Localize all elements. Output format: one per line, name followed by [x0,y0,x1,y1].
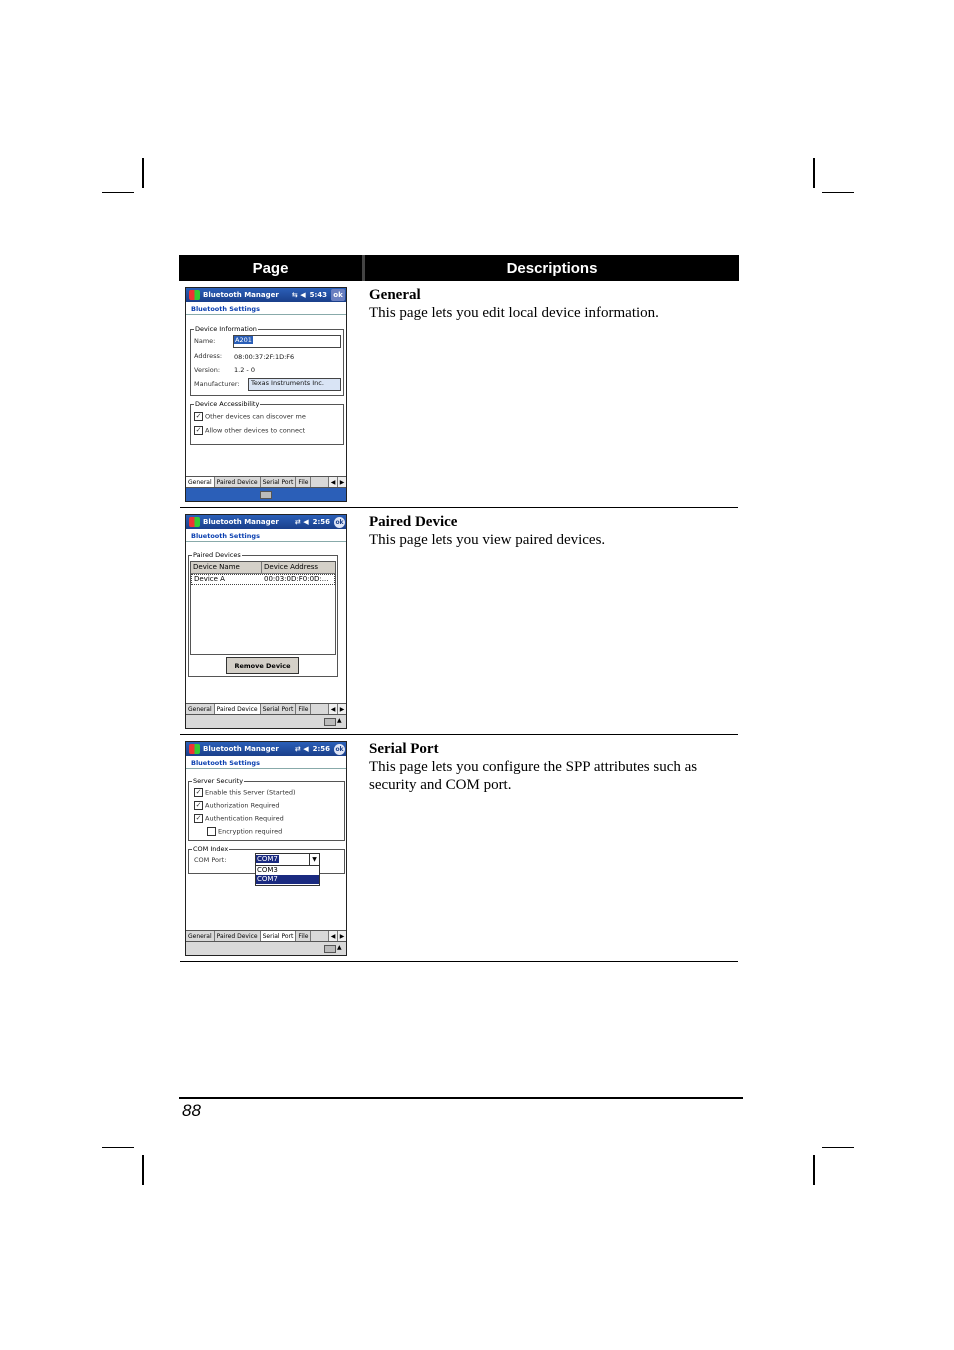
crop-mark [142,158,144,188]
device-address: 00:03:0D:F0:0D:... [264,575,329,583]
tab-file[interactable]: File [296,931,311,942]
authorization-checkbox[interactable] [194,801,280,810]
column-device-name[interactable]: Device Name [191,562,262,573]
screenshot-general [185,287,347,502]
tab-general[interactable]: General [186,931,215,942]
tab-left-arrow-icon[interactable]: ◀ [328,477,337,488]
manufacturer-label: Manufacturer: [194,380,240,388]
tab-left-arrow-icon[interactable]: ◀ [328,704,337,715]
input-panel-bar [186,941,346,955]
title-bar [186,515,346,529]
discover-checkbox[interactable] [194,412,306,421]
list-item[interactable] [191,574,335,585]
title-bar [186,288,346,302]
checkbox-icon: ✓ [195,426,202,434]
group-label: Device Information [195,325,257,333]
checkbox-icon: ✓ [195,814,202,822]
name-value: A201 [235,336,252,344]
checkbox-icon: ✓ [195,788,202,796]
name-label: Name: [194,337,216,345]
settings-title: Bluetooth Settings [186,756,346,769]
device-accessibility-group [190,400,344,445]
tab-serial-port[interactable]: Serial Port [261,931,297,942]
screenshot-paired-device [185,514,347,729]
tab-file[interactable]: File [296,477,311,488]
checkbox-icon: ✓ [195,412,202,420]
checkbox-label: Enable this Server (Started) [205,788,296,797]
crop-mark [822,1147,854,1148]
device-name: Device A [194,575,225,583]
checkbox-label: Encryption required [218,827,283,836]
row-description: This page lets you view paired devices. [369,532,606,548]
keyboard-icon[interactable] [324,718,336,726]
tab-file[interactable]: File [296,704,311,715]
tab-serial-port[interactable]: Serial Port [261,704,297,715]
manufacturer-value: Texas Instruments Inc. [251,379,324,387]
status-icons: ⇄ ◀ [294,518,309,526]
crop-mark [813,1155,815,1185]
screenshot-serial-port [185,741,347,956]
group-label: COM Index [193,845,229,853]
row-description: This page lets you configure the SPP attributes such as security and COM port. [369,759,698,793]
windows-start-icon [189,744,200,754]
group-label: Paired Devices [193,551,241,559]
sip-arrow-icon[interactable]: ▲ [337,944,342,951]
tab-left-arrow-icon[interactable]: ◀ [328,931,337,942]
row-divider [180,507,738,508]
address-value: 08:00:37:2F:1D:F6 [234,353,295,361]
app-title: Bluetooth Manager [203,518,279,526]
clock: 2:56 [312,745,330,753]
authentication-checkbox[interactable] [194,814,284,823]
ok-button[interactable]: ok [331,289,345,301]
status-icons: ⇄ ◀ [294,745,309,753]
list-header [191,562,335,574]
remove-device-button[interactable]: Remove Device [226,657,299,674]
com-selected-value: COM7 [257,855,278,863]
row-divider [180,734,738,735]
input-panel-bar [186,487,346,501]
ok-button[interactable]: ok [335,518,344,526]
row-title: Paired Device [369,514,458,530]
crop-mark [813,158,815,188]
crop-mark [102,1147,134,1148]
windows-start-icon [189,517,200,527]
tab-paired-device[interactable]: Paired Device [215,477,261,488]
row-title: Serial Port [369,741,439,757]
device-list[interactable] [190,561,336,655]
dropdown-arrow-icon[interactable]: ▼ [309,854,319,865]
table-header [179,255,739,281]
tab-right-arrow-icon[interactable]: ▶ [337,704,346,715]
tab-paired-device[interactable]: Paired Device [215,931,261,942]
dropdown-option[interactable]: COM7 [256,875,319,884]
app-title: Bluetooth Manager [203,291,279,299]
crop-mark [102,192,134,193]
manufacturer-field [248,378,341,391]
encryption-checkbox[interactable] [207,827,282,836]
clock: 5:43 [309,291,327,299]
row-description: This page lets you edit local device information. [369,305,659,321]
connect-checkbox[interactable] [194,426,305,435]
title-bar [186,742,346,756]
checkbox-icon: ✓ [195,801,202,809]
header-descriptions: Descriptions [362,255,739,281]
com-port-label: COM Port: [194,856,227,864]
com-port-dropdown [255,865,320,886]
row-title: General [369,287,421,303]
ok-button[interactable]: ok [335,745,344,753]
group-label: Server Security [193,777,244,785]
page-number: 88 [182,1101,201,1120]
settings-title: Bluetooth Settings [186,529,346,542]
tab-serial-port[interactable]: Serial Port [261,477,297,488]
group-label: Device Accessibility [195,400,260,408]
clock: 2:56 [312,518,330,526]
header-page: Page [252,259,289,277]
address-label: Address: [194,352,223,360]
settings-title: Bluetooth Settings [186,302,346,315]
keyboard-icon[interactable] [260,491,272,499]
windows-start-icon [189,290,200,300]
column-device-address[interactable]: Device Address [264,563,319,571]
version-label: Version: [194,366,221,374]
sip-arrow-icon[interactable]: ▲ [337,717,342,724]
crop-mark [142,1155,144,1185]
app-title: Bluetooth Manager [203,745,279,753]
input-panel-bar [186,714,346,728]
footer-rule [179,1097,743,1099]
checkbox-label: Other devices can discover me [205,412,306,421]
dropdown-option[interactable]: COM3 [257,866,278,874]
tab-right-arrow-icon[interactable]: ▶ [337,477,346,488]
tab-right-arrow-icon[interactable]: ▶ [337,931,346,942]
status-icons: ⇆ ◀ [291,291,306,299]
crop-mark [822,192,854,193]
enable-server-checkbox[interactable] [194,788,296,797]
checkbox-icon [207,827,216,836]
tab-general[interactable]: General [186,704,215,715]
row-divider [180,961,738,962]
checkbox-label: Authentication Required [205,814,284,823]
checkbox-label: Allow other devices to connect [205,426,306,435]
name-field[interactable] [233,335,341,348]
keyboard-icon[interactable] [324,945,336,953]
tab-general[interactable]: General [186,477,215,488]
tab-paired-device[interactable]: Paired Device [215,704,261,715]
checkbox-label: Authorization Required [205,801,280,810]
version-value: 1.2 - 0 [234,366,255,374]
